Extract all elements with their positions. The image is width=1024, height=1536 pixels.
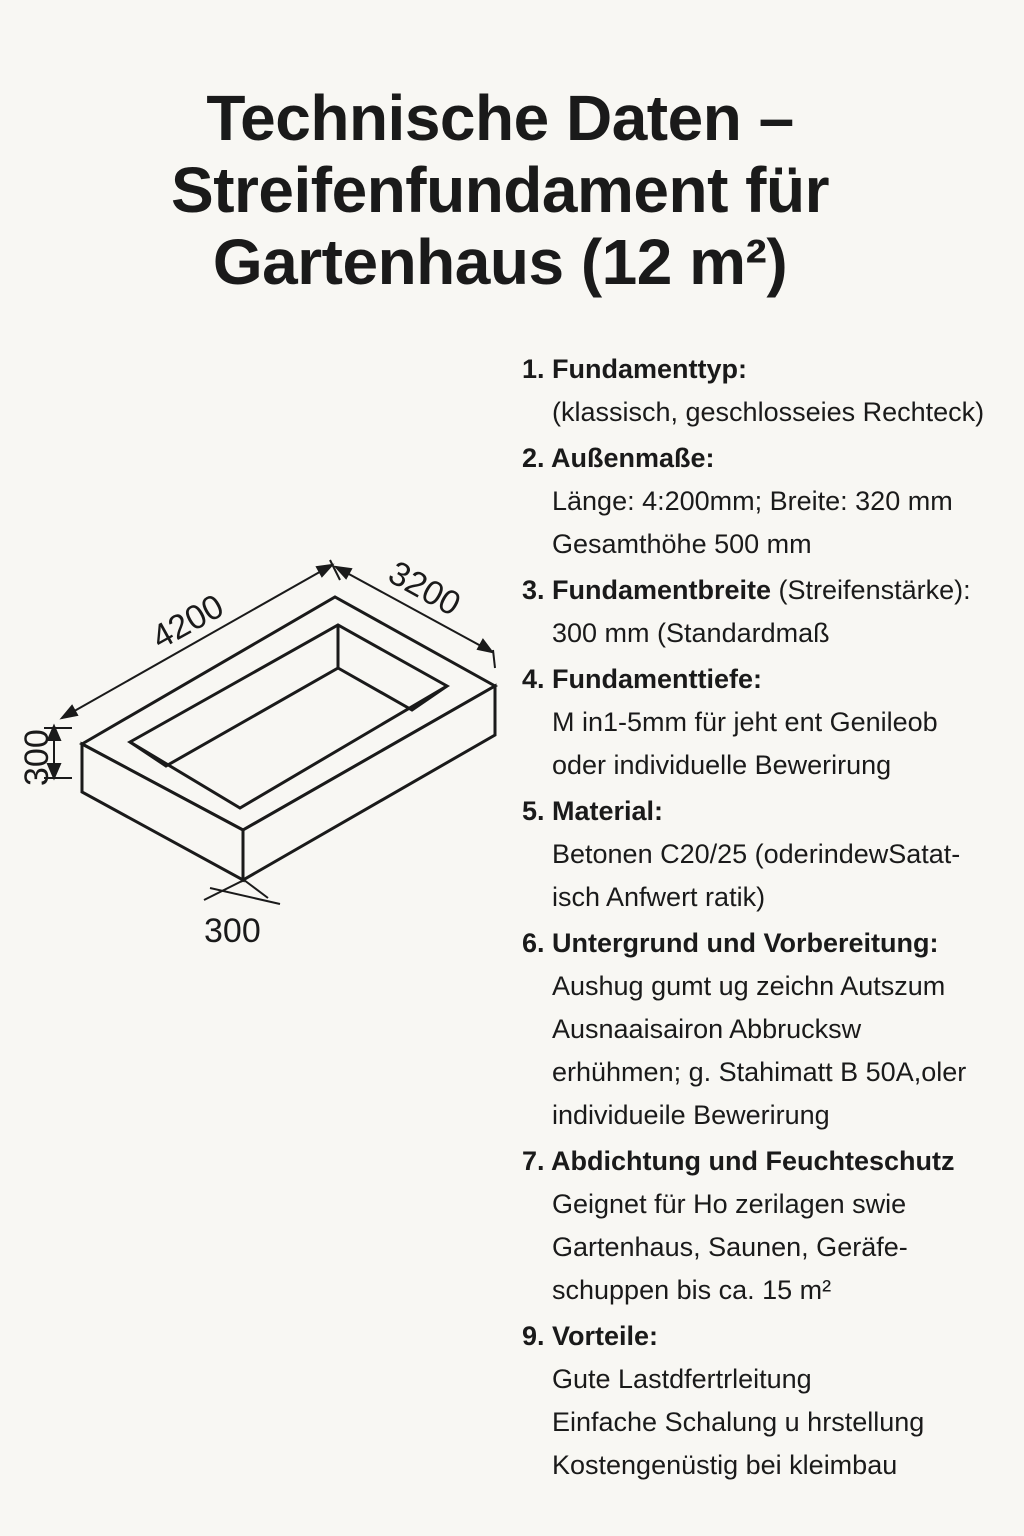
strip-label: 300: [204, 912, 261, 950]
spec-line: Einfache Schalung u hrstellung: [552, 1407, 925, 1437]
spec-item-6: [522, 922, 1022, 1137]
spec-line: Gesamthöhe 500 mm: [552, 529, 812, 559]
spec-line: individueile Bewerirung: [552, 1100, 830, 1130]
foundation-drawing: [0, 540, 520, 980]
width-label: 3200: [382, 553, 467, 624]
spec-item-4: [522, 658, 1022, 787]
spec-title: 4. Fundamenttiefe:: [522, 664, 763, 694]
title-line-3: Gartenhaus (12 m²): [212, 226, 788, 298]
length-arrow-right: [317, 565, 332, 576]
spec-item-1: [522, 348, 1022, 434]
title-line-2: Streifenfundament für: [171, 154, 829, 226]
spec-line: M in1-5mm für jeht ent Genileob: [552, 707, 938, 737]
spec-line: schuppen bis ca. 15 m²: [552, 1275, 832, 1305]
spec-line: Länge: 4:200mm; Breite: 320 mm: [552, 486, 953, 516]
spec-line: Kostengenüstig bei kleimbau: [552, 1450, 898, 1480]
strip-tick-left: [204, 880, 244, 900]
width-arrow-right: [478, 640, 492, 652]
spec-title: 9. Vorteile:: [522, 1321, 659, 1351]
height-label: 300: [18, 729, 56, 786]
spec-list: [522, 348, 1022, 1490]
spec-line: oder individuelle Bewerirung: [552, 750, 892, 780]
spec-line: 300 mm (Standardmaß: [552, 618, 830, 648]
strip-tick-right: [244, 880, 268, 898]
spec-title: 2. Außenmaße:: [522, 443, 715, 473]
spec-line: Ausnaaisairon Abbrucksw: [552, 1014, 862, 1044]
spec-line: Gute Lastdfertrleitung: [552, 1364, 812, 1394]
spec-line: Aushug gumt ug zeichn Autszum: [552, 971, 946, 1001]
length-label: 4200: [145, 587, 231, 657]
spec-line: Gartenhaus, Saunen, Geräfe-: [552, 1232, 908, 1262]
spec-item-3: [522, 569, 1022, 655]
title-line-1: Technische Daten –: [206, 82, 794, 154]
spec-line: isch Anfwert ratik): [552, 882, 766, 912]
spec-line: erhühmen; g. Stahimatt B 50A,oler: [552, 1057, 967, 1087]
spec-item-9: [522, 1315, 1022, 1487]
length-arrow-left: [62, 706, 77, 718]
spec-item-5: [522, 790, 1022, 919]
foundation-diagram: [0, 540, 520, 980]
spec-title: 1. Fundamenttyp:: [522, 354, 748, 384]
spec-title: 3. Fundamentbreite (Streifenstärke):: [522, 575, 971, 605]
spec-item-2: [522, 437, 1022, 566]
spec-title: 5. Material:: [522, 796, 664, 826]
spec-title: 6. Untergrund und Vorbereitung:: [522, 928, 939, 958]
spec-line: Betonen C20/25 (oderindewSatat-: [552, 839, 961, 869]
spec-line: (klassisch, geschlosseies Rechteck): [552, 397, 985, 427]
spec-title: 7. Abdichtung und Feuchteschutz: [522, 1146, 955, 1176]
strip-dimension-line: [210, 888, 280, 904]
page-title: [0, 82, 1000, 298]
width-end-tick: [493, 650, 495, 668]
spec-line: Geignet für Ho zerilagen swie: [552, 1189, 907, 1219]
spec-item-7: [522, 1140, 1022, 1312]
